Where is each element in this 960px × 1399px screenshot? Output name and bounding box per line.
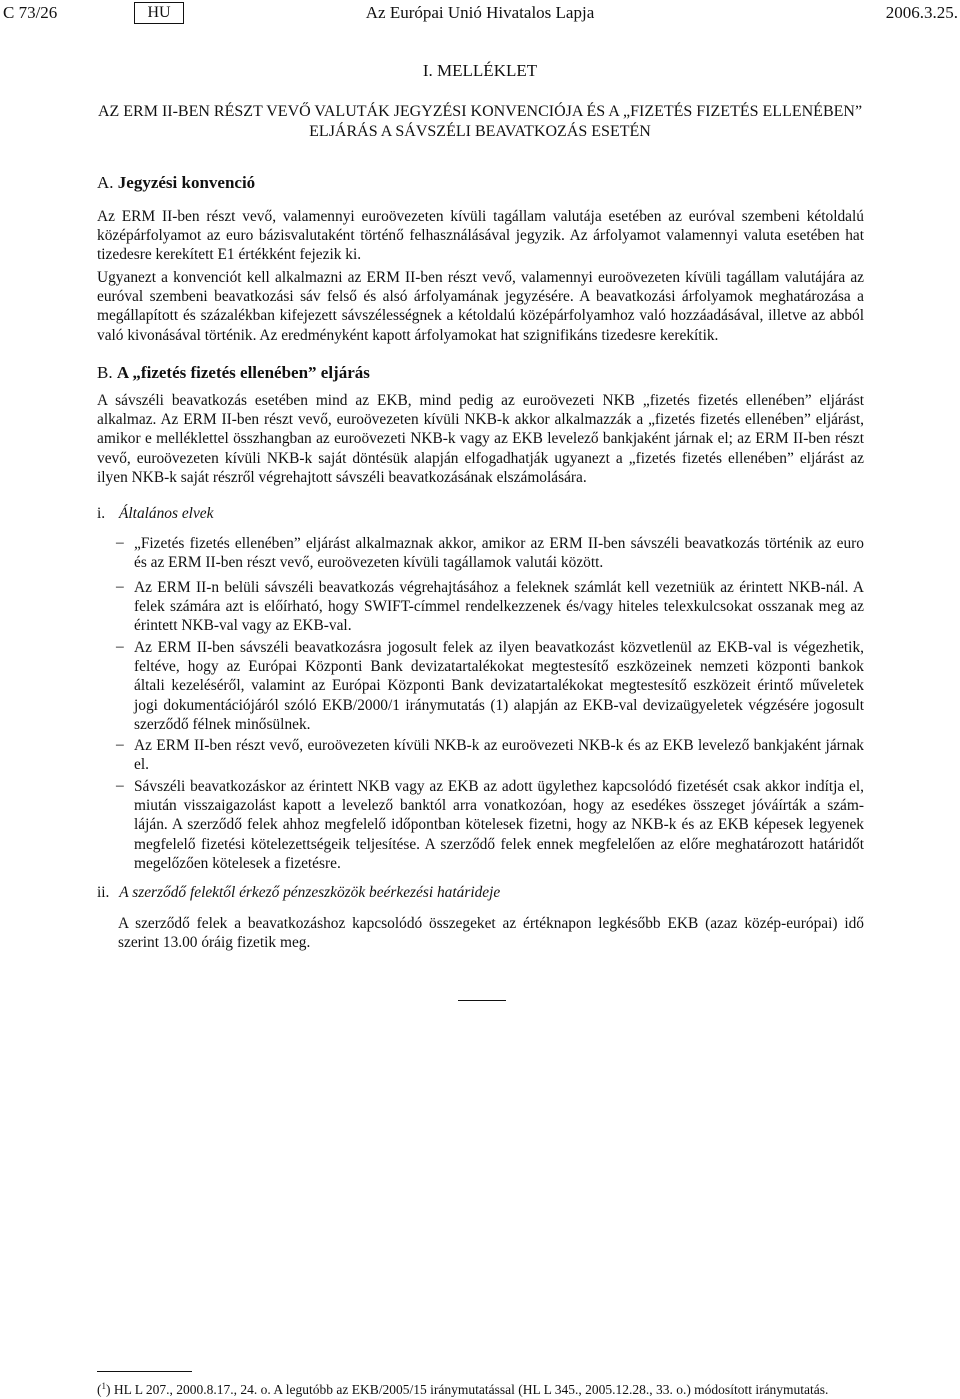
bullet-item	[134, 777, 864, 873]
footnote-marker: 1	[101, 1381, 106, 1391]
subsection-ii-paragraph	[118, 914, 864, 952]
paragraph-line: feltéve, hogy az Európai Központi Bank devizatartalékokat megtestesítő eszközeinek nemzeti központi bankok	[134, 658, 864, 676]
bullet-dash: –	[116, 638, 124, 655]
paragraph-line: láján. A szerződő felek ahhoz megfelelő időpontban kötelesek fizetni, hogy az NKB-k és az EKB képesek legyenek	[134, 816, 864, 834]
paragraph-line: való kivonásával történik. Az eredményként kapott árfolyamokat hat szignifikáns tizedesre kerekítik.	[97, 326, 719, 344]
section-b-paragraph-1	[97, 391, 864, 487]
bullet-dash: –	[116, 736, 124, 753]
section-b-label: B.	[97, 363, 113, 382]
paragraph-line: szerint 13.00 óráig fizetik meg.	[118, 934, 311, 952]
main-title-line-1: AZ ERM II-BEN RÉSZT VEVŐ VALUTÁK JEGYZÉSI KONVENCIÓJA ÉS A „FIZETÉS FIZETÉS ELLENÉBEN”	[97, 103, 863, 120]
paragraph-line: ilyen NKB-k saját részről végrehajtott sávszéli beavatkozásának elszámolására.	[97, 468, 587, 486]
footnote: ($^1$) HL L 207., 2000.8.17., 24. o. A legutóbb az EKB/2005/15 iránymutatással (HL L 345., 2005.12.28., 33. o.) módosított iránymutatás.	[97, 1381, 829, 1397]
subsection-ii-title: A szerződő felektől érkező pénzeszközök beérkezési határideje	[119, 884, 501, 901]
main-title-line-2: ELJÁRÁS A SÁVSZÉLI BEAVATKOZÁS ESETÉN	[309, 123, 651, 140]
section-a-heading	[97, 173, 255, 193]
paragraph-line: miután visszaigazolást kapott a levelező banktól arra vonatkozóan, hogy az esedékes összeget jóváírták a szám-	[134, 797, 864, 815]
subsection-ii-label: ii.	[97, 884, 110, 901]
footnote-text: HL L 207., 2000.8.17., 24. o. A legutóbb az EKB/2005/15 iránymutatással (HL L 345., 2005.12.28., 33. o.) módosított iránymutatás.	[113, 1382, 829, 1397]
paragraph-line: A sávszéli beavatkozás esetében mind az EKB, mind pedig az euroövezeti NKB „fizetés fizetés ellenében” eljárást	[97, 392, 864, 409]
subsection-i-title: Általános elvek	[118, 505, 214, 522]
subsection-ii-heading	[97, 884, 500, 902]
paragraph-line: Ugyanezt a konvenciót kell alkalmazni az ERM II-ben részt vevő, valamennyi euroövezeten kívüli tagállam valutájára az	[97, 269, 864, 286]
annex-title: I. MELLÉKLET	[422, 61, 538, 80]
paragraph-line: érintett NKB-val vagy az EKB-val.	[134, 617, 352, 635]
paragraph-line: A szerződő felek a beavatkozáshoz kapcsolódó összegeket az értéknapon legkésőbb EKB (azaz közép-európai) idő	[118, 915, 864, 932]
section-a-title: Jegyzési konvenció	[117, 173, 256, 192]
paragraph-line: Sávszéli beavatkozáskor az érintett NKB vagy az EKB az adott ügylethez kapcsolódó fizetését csak akkor indítja el,	[134, 778, 864, 795]
paragraph-line: Az ERM II-n belüli sávszéli beavatkozás végrehajtásához a feleknek számlát kell vezetniük az érintett NKB-nál. A	[134, 579, 864, 596]
page-reference: C 73/26	[3, 3, 58, 22]
language-badge: HU	[134, 2, 184, 24]
paragraph-line: szerződő félnek minősülnek.	[134, 715, 311, 733]
paragraph-line: középárfolyamot az euro bázisvalutaként történő felhasználásával jegyzik. Az árfolyamot valamennyi valuta esetében hat	[97, 227, 864, 245]
paragraph-line: alkalmaz. Az ERM II-ben részt vevő, euroövezeten kívüli NKB-k akkor alkalmazzák a „fizetés fizetés ellenében” eljárást,	[97, 411, 864, 429]
paragraph-line: megelőzően kötelesek a fizetésre.	[134, 854, 341, 872]
journal-title: Az Európai Unió Hivatalos Lapja	[365, 3, 595, 22]
section-a-label: A.	[97, 173, 114, 192]
paragraph-line: Az ERM II-ben részt vevő, valamennyi euroövezeten kívüli tagállam valutája esetében az euróval szembeni kétoldalú	[97, 208, 864, 225]
end-divider	[458, 1000, 506, 1001]
paragraph-line: jogi dokumentációjáról szóló EKB/2000/1 iránymutatás (1) alapján az EKB-val devizaügyeletek végzésére jogosult	[134, 696, 864, 714]
paragraph-line: „Fizetés fizetés ellenében” eljárást alkalmaznak akkor, amikor az ERM II-ben sávszéli beavatkozás történik az euro	[134, 535, 864, 552]
bullet-item	[134, 534, 864, 572]
paragraph-line: amikor e melléklettel összhangban az euroövezeti NKB-k vagy az EKB levelező bankjaként járnak el; az ERM II-ben részt	[97, 430, 864, 448]
page-header	[0, 0, 960, 30]
paragraph-line: felek számára azt is előírható, hogy SWIFT-címmel rendelkezzenek és/vagy hiteles telexkulcsokat osszanak meg az	[134, 598, 864, 616]
bullet-item	[134, 578, 864, 636]
paragraph-line: Az ERM II-ben részt vevő, euroövezeten kívüli NKB-k az euroövezeti NKB-k és az EKB levelező bankjaként járnak	[134, 737, 864, 754]
paragraph-line: általi kezeléséről, valamint az Európai Központi Bank devizatartalékokat megtestesítő eszközeit érintő műveletek	[134, 677, 864, 695]
paragraph-line: megfelelő fizetési kötelezettségeik teljesítése. A szerződő felek ennek megfelelően az előre meghatározott határidőt	[134, 835, 864, 853]
paragraph-line: vevő, euroövezeten kívüli NKB-k saját döntésük alapján elfogadhatják ugyanezt a „fizetés fizetés ellenében” eljárást az	[97, 449, 864, 467]
section-a-paragraph-1	[97, 207, 864, 265]
paragraph-line: és az ERM II-ben részt vevő, euroövezeten kívüli tagállamok valutái között.	[134, 554, 604, 572]
paragraph-line: Az ERM II-ben sávszéli beavatkozásra jogosult felek az ilyen beavatkozást közvetlenül az EKB-val is végezhetik,	[134, 639, 864, 656]
subsection-i-label: i.	[97, 505, 106, 522]
bullet-dash: –	[116, 777, 124, 794]
paragraph-line: el.	[134, 756, 149, 774]
bullet-dash: –	[116, 578, 124, 595]
bullet-item	[134, 638, 864, 734]
footnote-divider	[97, 1371, 192, 1372]
section-a-paragraph-2	[97, 268, 864, 345]
section-b-title: A „fizetés fizetés ellenében” eljárás	[116, 363, 370, 382]
publication-date: 2006.3.25.	[885, 3, 958, 22]
paragraph-line: megállapított és százalékban kifejezett sávszélességnek a kétoldalú középárfolyamhoz való hozzáadásával, illetve az abból	[97, 307, 864, 325]
bullet-item	[134, 736, 864, 774]
bullet-dash: –	[116, 534, 124, 551]
paragraph-line: tizedesre kerekített E1 értékként fejezik ki.	[97, 246, 362, 264]
paragraph-line: euróval szembeni beavatkozási sáv felső és alsó árfolyamának jegyzésére. A beavatkozási árfolyamok meghatározása a	[97, 288, 864, 306]
section-b-heading	[97, 363, 370, 383]
subsection-i-heading	[97, 505, 213, 523]
